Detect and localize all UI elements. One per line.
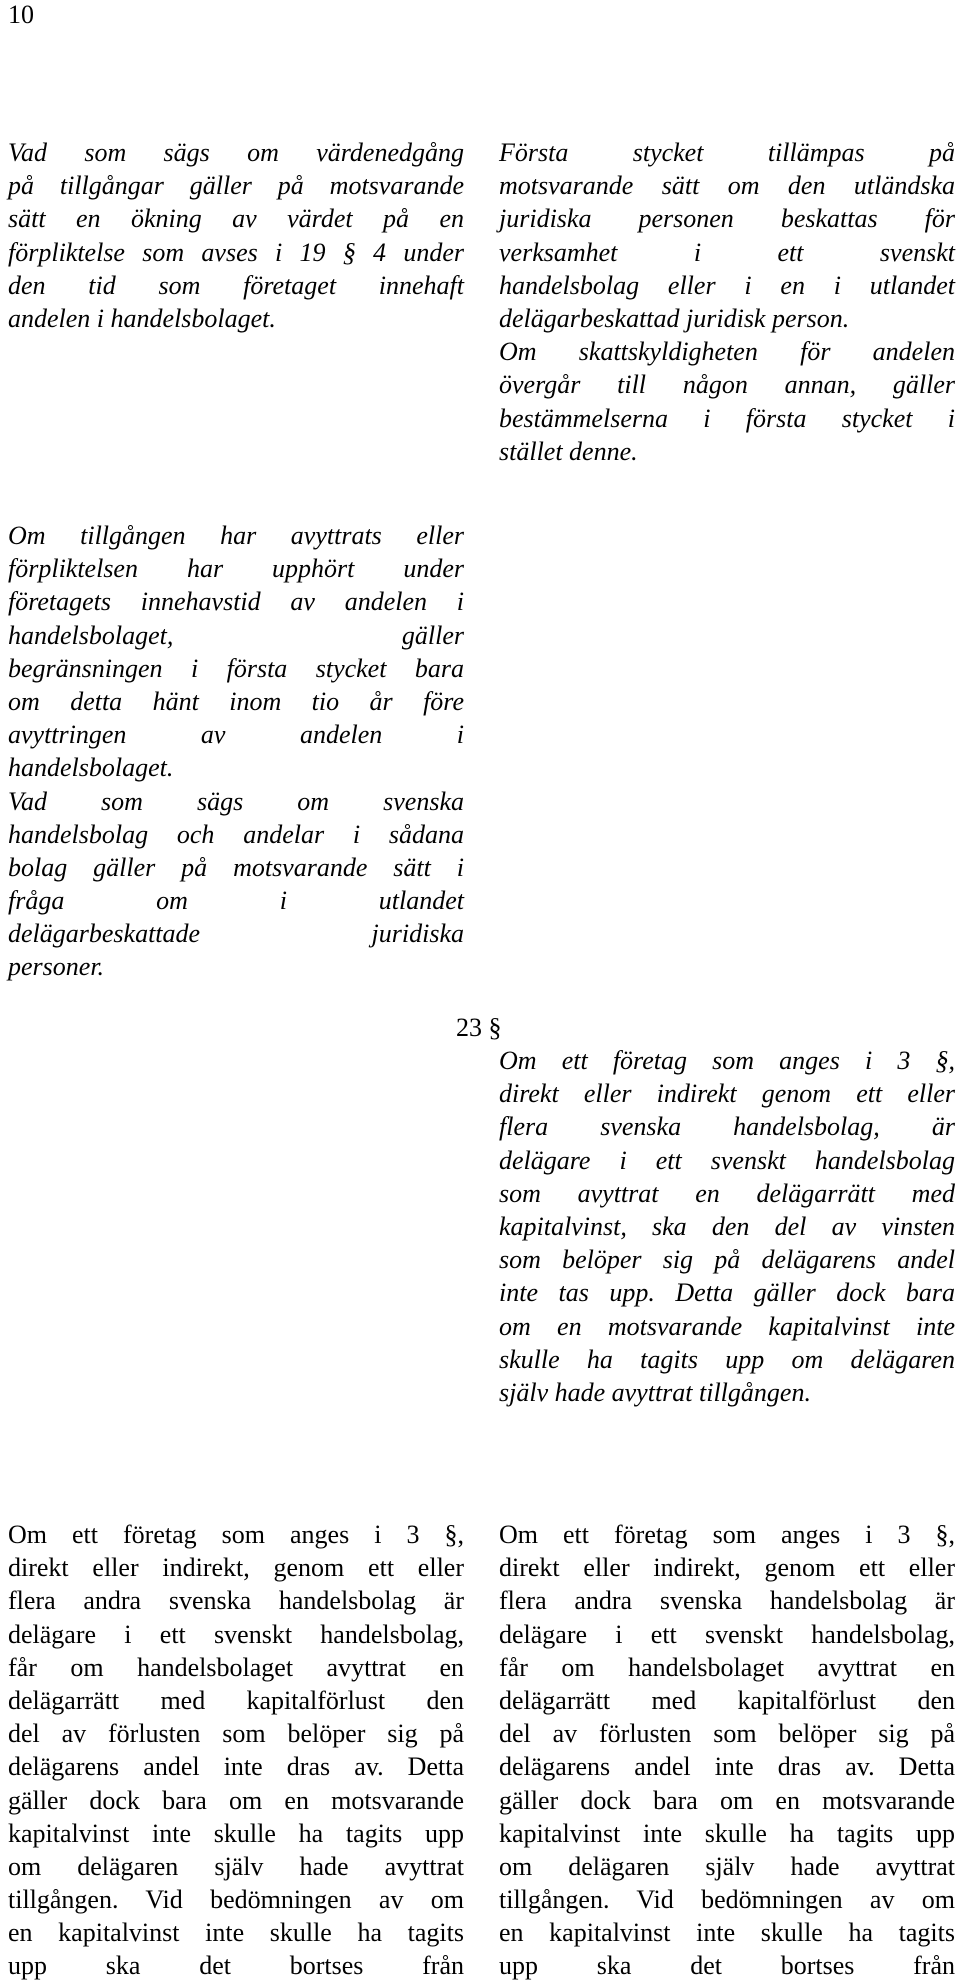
text-line: delägare i ett svenskt handelsbolag [499, 1145, 955, 1175]
text-line: på tillgångar gäller på motsvarande [8, 171, 464, 201]
text-line: inte tas upp. Detta gäller dock bara [499, 1278, 955, 1308]
text-line: verksamhet i ett svenskt [499, 237, 955, 267]
right-column-paragraph-1 [499, 136, 955, 468]
left-column-paragraph-1 [8, 136, 464, 335]
text-line: förpliktelsen har upphört under [8, 554, 464, 584]
text-line: Om skattskyldigheten för andelen [499, 337, 955, 367]
right-column-paragraph-3 [499, 1518, 955, 1983]
text-line: handelsbolaget, gäller [8, 620, 464, 650]
text-line: om en motsvarande kapitalvinst inte [499, 1311, 955, 1341]
text-line: del av förlusten som belöper sig på [8, 1719, 464, 1749]
text-line: flera andra svenska handelsbolag är [499, 1586, 955, 1616]
text-line: Om ett företag som anges i 3 §, [8, 1520, 464, 1549]
text-line: en kapitalvinst inte skulle ha tagits [499, 1918, 955, 1948]
text-line: Om tillgången har avyttrats eller [8, 521, 464, 550]
text-line: stället denne. [499, 436, 638, 466]
text-line: gäller dock bara om en motsvarande [499, 1785, 955, 1815]
text-line: sätt en ökning av värdet på en [8, 204, 464, 234]
text-line: delägarens andel inte dras av. Detta [8, 1752, 464, 1782]
text-line: motsvarande sätt om den utländska [499, 171, 955, 201]
text-line: om delägaren själv hade avyttrat [499, 1851, 955, 1881]
text-line: Om ett företag som anges i 3 §, [499, 1520, 955, 1549]
text-line: delägare i ett svenskt handelsbolag, [499, 1619, 955, 1649]
text-line: som avyttrat en delägarrätt med [499, 1178, 955, 1208]
text-line: flera svenska handelsbolag, är [499, 1112, 955, 1142]
text-line: juridiska personen beskattas för [499, 204, 955, 234]
text-line: får om handelsbolaget avyttrat en [8, 1652, 464, 1682]
text-line: direkt eller indirekt, genom ett eller [8, 1553, 464, 1583]
left-column-paragraph-3 [8, 1518, 464, 1983]
text-line: företagets innehavstid av andelen i [8, 587, 464, 617]
text-line: själv hade avyttrat tillgången. [499, 1377, 811, 1407]
text-line: en kapitalvinst inte skulle ha tagits [8, 1918, 464, 1948]
text-line: delägarrätt med kapitalförlust den [499, 1685, 955, 1715]
text-line: fråga om i utlandet [8, 886, 464, 916]
page-number: 10 [8, 0, 34, 29]
text-line: direkt eller indirekt, genom ett eller [499, 1553, 955, 1583]
text-line: tillgången. Vid bedömningen av om [499, 1885, 955, 1915]
text-line: avyttringen av andelen i [8, 720, 464, 750]
text-line: om detta hänt inom tio år före [8, 686, 464, 716]
text-line: andelen i handelsbolaget. [8, 303, 276, 333]
section-heading: 23 § [456, 1013, 502, 1042]
left-column-paragraph-2 [8, 519, 464, 984]
text-line: kapitalvinst, ska den del av vinsten [499, 1211, 955, 1241]
text-line: delägarbeskattade juridiska [8, 919, 464, 949]
text-line: upp ska det bortses från [8, 1951, 464, 1981]
text-line: delägarbeskattad juridisk person. [499, 303, 850, 333]
text-line: tillgången. Vid bedömningen av om [8, 1885, 464, 1915]
text-line: kapitalvinst inte skulle ha tagits upp [8, 1818, 464, 1848]
text-line: del av förlusten som belöper sig på [499, 1719, 955, 1749]
text-line: delägarens andel inte dras av. Detta [499, 1752, 955, 1782]
text-line: delägare i ett svenskt handelsbolag, [8, 1619, 464, 1649]
text-line: Vad som sägs om värdenedgång [8, 138, 464, 167]
text-line: Vad som sägs om svenska [8, 786, 464, 816]
text-line: om delägaren själv hade avyttrat [8, 1851, 464, 1881]
text-line: den tid som företaget innehaft [8, 270, 464, 300]
text-line: delägarrätt med kapitalförlust den [8, 1685, 464, 1715]
text-line: förpliktelse som avses i 19 § 4 under [8, 237, 464, 267]
text-line: Första stycket tillämpas på [499, 138, 955, 167]
right-column-paragraph-2 [499, 1044, 955, 1409]
text-line: handelsbolag eller i en i utlandet [499, 270, 955, 300]
text-line: gäller dock bara om en motsvarande [8, 1785, 464, 1815]
text-line: upp ska det bortses från [499, 1951, 955, 1981]
text-line: får om handelsbolaget avyttrat en [499, 1652, 955, 1682]
text-line: begränsningen i första stycket bara [8, 653, 464, 683]
text-line: flera andra svenska handelsbolag är [8, 1586, 464, 1616]
text-line: kapitalvinst inte skulle ha tagits upp [499, 1818, 955, 1848]
text-line: direkt eller indirekt genom ett eller [499, 1079, 955, 1109]
text-line: som belöper sig på delägarens andel [499, 1245, 955, 1275]
text-line: övergår till någon annan, gäller [499, 370, 955, 400]
text-line: personer. [8, 952, 105, 982]
text-line: bestämmelserna i första stycket i [499, 403, 955, 433]
text-line: handelsbolag och andelar i sådana [8, 819, 464, 849]
text-line: handelsbolaget. [8, 753, 174, 783]
text-line: bolag gäller på motsvarande sätt i [8, 852, 464, 882]
text-line: Om ett företag som anges i 3 §, [499, 1046, 955, 1075]
text-line: skulle ha tagits upp om delägaren [499, 1344, 955, 1374]
